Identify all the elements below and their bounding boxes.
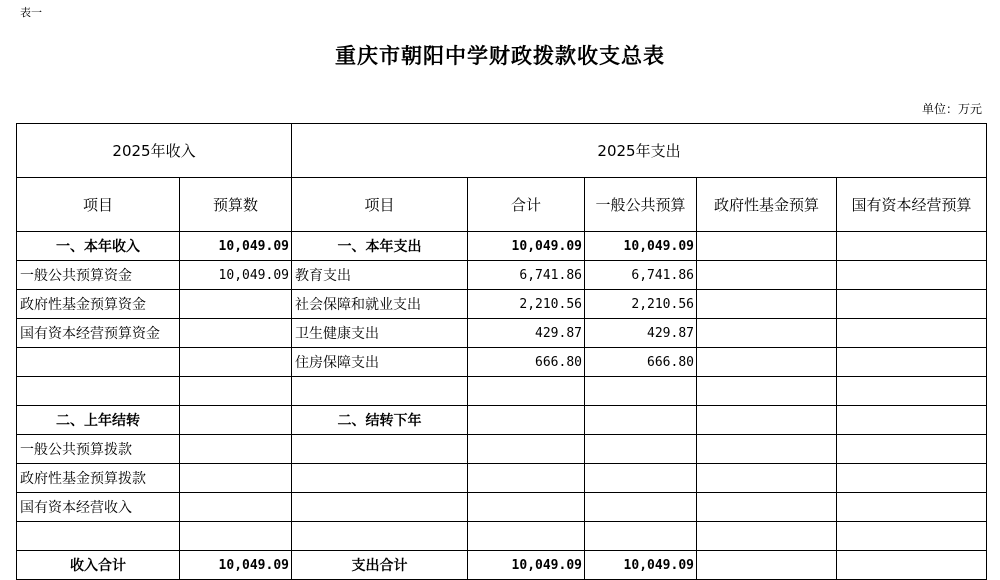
general-value bbox=[585, 522, 697, 551]
table-row bbox=[17, 551, 987, 580]
total-value bbox=[468, 493, 585, 522]
total-value bbox=[468, 464, 585, 493]
soe-value bbox=[837, 493, 987, 522]
income-item bbox=[17, 377, 180, 406]
form-number: 表一 bbox=[20, 6, 42, 19]
soe-value bbox=[837, 435, 987, 464]
gov-fund-value bbox=[697, 522, 837, 551]
gov-fund-value bbox=[697, 493, 837, 522]
expense-item bbox=[292, 435, 468, 464]
general-value: 666.80 bbox=[585, 348, 697, 377]
general-value bbox=[585, 493, 697, 522]
table-row bbox=[17, 435, 987, 464]
expense-item: 卫生健康支出 bbox=[292, 319, 468, 348]
income-value bbox=[180, 348, 292, 377]
soe-value bbox=[837, 464, 987, 493]
gov-fund-value bbox=[697, 406, 837, 435]
income-header: 2025年收入 bbox=[17, 124, 292, 178]
gov-fund-value bbox=[697, 551, 837, 580]
table-row bbox=[17, 261, 987, 290]
general-value bbox=[585, 435, 697, 464]
soe-value bbox=[837, 522, 987, 551]
income-item: 收入合计 bbox=[17, 551, 180, 580]
col-expense-item: 项目 bbox=[292, 178, 468, 232]
expense-item bbox=[292, 522, 468, 551]
table-row bbox=[17, 319, 987, 348]
income-value bbox=[180, 377, 292, 406]
income-item: 政府性基金预算拨款 bbox=[17, 464, 180, 493]
gov-fund-value bbox=[697, 435, 837, 464]
soe-value bbox=[837, 290, 987, 319]
income-value: 10,049.09 bbox=[180, 232, 292, 261]
income-value bbox=[180, 319, 292, 348]
total-value: 10,049.09 bbox=[468, 232, 585, 261]
income-value: 10,049.09 bbox=[180, 551, 292, 580]
general-value bbox=[585, 464, 697, 493]
table-row bbox=[17, 232, 987, 261]
general-value bbox=[585, 406, 697, 435]
expense-item bbox=[292, 493, 468, 522]
income-item: 国有资本经营预算资金 bbox=[17, 319, 180, 348]
income-value bbox=[180, 435, 292, 464]
general-value: 429.87 bbox=[585, 319, 697, 348]
soe-value bbox=[837, 551, 987, 580]
unit-label: 单位：万元 bbox=[921, 102, 982, 116]
gov-fund-value bbox=[697, 319, 837, 348]
income-item bbox=[17, 522, 180, 551]
expense-item: 社会保障和就业支出 bbox=[292, 290, 468, 319]
expense-item: 二、结转下年 bbox=[292, 406, 468, 435]
soe-value bbox=[837, 406, 987, 435]
soe-value bbox=[837, 348, 987, 377]
table-row bbox=[17, 406, 987, 435]
total-value: 666.80 bbox=[468, 348, 585, 377]
table-row bbox=[17, 290, 987, 319]
total-value: 6,741.86 bbox=[468, 261, 585, 290]
soe-value bbox=[837, 377, 987, 406]
total-value: 429.87 bbox=[468, 319, 585, 348]
general-value bbox=[585, 377, 697, 406]
income-value bbox=[180, 464, 292, 493]
income-item: 一般公共预算拨款 bbox=[17, 435, 180, 464]
col-total: 合计 bbox=[468, 178, 585, 232]
expense-item: 教育支出 bbox=[292, 261, 468, 290]
budget-table bbox=[16, 123, 987, 580]
expense-header: 2025年支出 bbox=[292, 124, 987, 178]
income-value bbox=[180, 290, 292, 319]
page-title: 重庆市朝阳中学财政拨款收支总表 bbox=[335, 43, 665, 68]
income-value bbox=[180, 522, 292, 551]
expense-item bbox=[292, 377, 468, 406]
col-gov-fund-budget: 政府性基金预算 bbox=[697, 178, 837, 232]
soe-value bbox=[837, 261, 987, 290]
col-general-budget: 一般公共预算 bbox=[585, 178, 697, 232]
col-soe-budget: 国有资本经营预算 bbox=[837, 178, 987, 232]
table-row bbox=[17, 493, 987, 522]
income-item: 二、上年结转 bbox=[17, 406, 180, 435]
gov-fund-value bbox=[697, 348, 837, 377]
expense-item: 支出合计 bbox=[292, 551, 468, 580]
total-value bbox=[468, 435, 585, 464]
header-row-1 bbox=[17, 124, 987, 178]
total-value bbox=[468, 406, 585, 435]
gov-fund-value bbox=[697, 377, 837, 406]
soe-value bbox=[837, 232, 987, 261]
income-item: 政府性基金预算资金 bbox=[17, 290, 180, 319]
soe-value bbox=[837, 319, 987, 348]
income-value bbox=[180, 406, 292, 435]
col-income-item: 项目 bbox=[17, 178, 180, 232]
col-income-budget: 预算数 bbox=[180, 178, 292, 232]
expense-item: 一、本年支出 bbox=[292, 232, 468, 261]
income-value bbox=[180, 493, 292, 522]
total-value bbox=[468, 377, 585, 406]
gov-fund-value bbox=[697, 464, 837, 493]
table-row bbox=[17, 522, 987, 551]
total-value bbox=[468, 522, 585, 551]
total-value: 10,049.09 bbox=[468, 551, 585, 580]
income-item: 一般公共预算资金 bbox=[17, 261, 180, 290]
income-value: 10,049.09 bbox=[180, 261, 292, 290]
expense-item: 住房保障支出 bbox=[292, 348, 468, 377]
table-row bbox=[17, 464, 987, 493]
total-value: 2,210.56 bbox=[468, 290, 585, 319]
general-value: 10,049.09 bbox=[585, 551, 697, 580]
general-value: 10,049.09 bbox=[585, 232, 697, 261]
gov-fund-value bbox=[697, 290, 837, 319]
income-item bbox=[17, 348, 180, 377]
income-item: 一、本年收入 bbox=[17, 232, 180, 261]
gov-fund-value bbox=[697, 261, 837, 290]
table-row bbox=[17, 348, 987, 377]
income-item: 国有资本经营收入 bbox=[17, 493, 180, 522]
general-value: 2,210.56 bbox=[585, 290, 697, 319]
header-row-2 bbox=[17, 178, 987, 232]
general-value: 6,741.86 bbox=[585, 261, 697, 290]
gov-fund-value bbox=[697, 232, 837, 261]
table-row bbox=[17, 377, 987, 406]
expense-item bbox=[292, 464, 468, 493]
